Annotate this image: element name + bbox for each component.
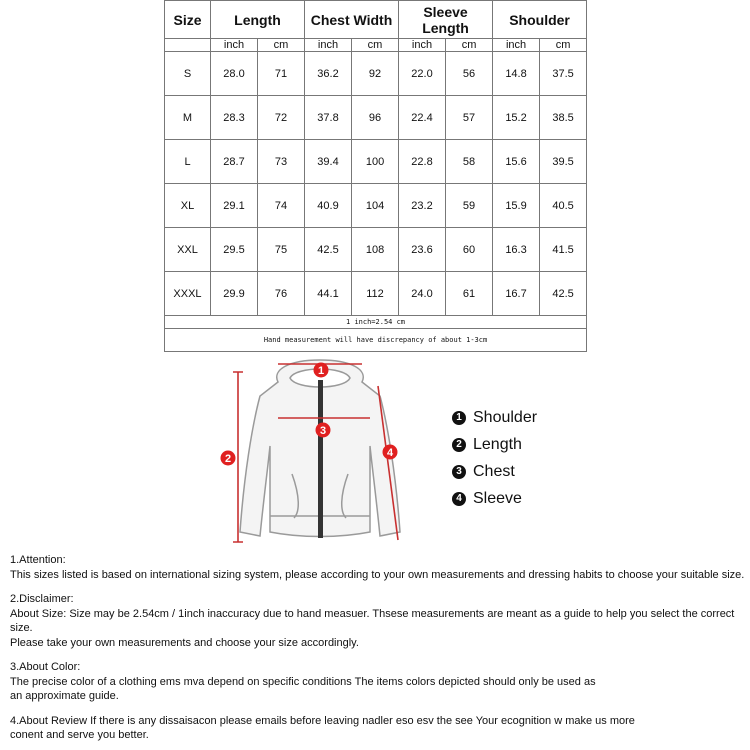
header-shoulder: Shoulder	[493, 1, 587, 39]
measurement-note: Hand measurement will have discrepancy of about 1-3cm	[165, 329, 587, 352]
size-chart-table	[164, 0, 587, 352]
legend-label: Sleeve	[473, 489, 522, 507]
note-text: This sizes listed is based on international sizing system, please according to your own measurements and dressing habits to choose your suitable size.	[10, 568, 745, 581]
unit-cell: cm	[352, 39, 399, 52]
table-cell: XXXL	[165, 272, 211, 316]
note-text-review: 4.About Review If there is any dissaisacon please emails before leaving nadler eso esv the see Your ecognition w make us more	[10, 714, 635, 727]
table-cell: 22.4	[399, 96, 446, 140]
table-cell: 61	[446, 272, 493, 316]
note-text: conent and serve you better.	[10, 729, 149, 741]
table-cell: 108	[352, 228, 399, 272]
table-cell: 29.5	[211, 228, 258, 272]
legend-item	[452, 458, 537, 485]
jacket-zipper	[318, 380, 323, 538]
measure-marker-3	[316, 423, 331, 438]
table-cell: 14.8	[493, 52, 540, 96]
legend-item	[452, 431, 537, 458]
table-cell: 15.2	[493, 96, 540, 140]
table-cell: 71	[258, 52, 305, 96]
svg-text:3: 3	[319, 425, 327, 437]
legend-number: 2	[452, 438, 466, 452]
table-cell: 57	[446, 96, 493, 140]
table-cell: 23.6	[399, 228, 446, 272]
conversion-note-row	[165, 316, 587, 329]
measurement-note-row	[165, 329, 587, 352]
table-cell: 15.9	[493, 184, 540, 228]
note-text: Please take your own measurements and choose your size accordingly.	[10, 636, 359, 649]
unit-cell: cm	[540, 39, 587, 52]
table-cell: 29.1	[211, 184, 258, 228]
table-cell: 37.5	[540, 52, 587, 96]
table-cell: 42.5	[305, 228, 352, 272]
unit-cell: inch	[493, 39, 540, 52]
table-cell: XL	[165, 184, 211, 228]
table-cell: 15.6	[493, 140, 540, 184]
unit-cell: cm	[446, 39, 493, 52]
legend-item	[452, 404, 537, 431]
table-cell: L	[165, 140, 211, 184]
measure-marker-2	[221, 451, 236, 466]
svg-text:4: 4	[386, 447, 394, 459]
legend-number: 3	[452, 465, 466, 479]
unit-cell: inch	[399, 39, 446, 52]
table-cell: 40.9	[305, 184, 352, 228]
table-row	[165, 228, 587, 272]
unit-blank	[165, 39, 211, 52]
unit-cell: cm	[258, 39, 305, 52]
table-cell: 73	[258, 140, 305, 184]
table-cell: 28.7	[211, 140, 258, 184]
svg-text:2: 2	[224, 453, 232, 465]
table-cell: M	[165, 96, 211, 140]
conversion-note: 1 inch=2.54 cm	[165, 316, 587, 329]
note-text: an approximate guide.	[10, 690, 119, 702]
table-cell: 16.7	[493, 272, 540, 316]
jacket-diagram	[220, 356, 420, 548]
table-row	[165, 140, 587, 184]
svg-text:1: 1	[317, 365, 325, 377]
table-cell: 24.0	[399, 272, 446, 316]
note-title-disclaimer: 2.Disclaimer:	[10, 593, 74, 605]
table-cell: 22.0	[399, 52, 446, 96]
notes-section	[10, 553, 745, 743]
table-cell: 104	[352, 184, 399, 228]
unit-cell: inch	[305, 39, 352, 52]
table-cell: 22.8	[399, 140, 446, 184]
table-cell: XXL	[165, 228, 211, 272]
table-cell: 39.5	[540, 140, 587, 184]
legend-label: Length	[473, 435, 522, 453]
table-cell: 40.5	[540, 184, 587, 228]
table-cell: 28.3	[211, 96, 258, 140]
table-cell: 96	[352, 96, 399, 140]
table-cell: 41.5	[540, 228, 587, 272]
table-cell: 75	[258, 228, 305, 272]
note-text: About Size: Size may be 2.54cm / 1inch inaccuracy due to hand measuer. Thsese measurements are meant as a guide to help you select the correct size.	[10, 607, 735, 634]
table-cell: 39.4	[305, 140, 352, 184]
legend-number: 4	[452, 492, 466, 506]
header-length: Length	[211, 1, 305, 39]
table-cell: 29.9	[211, 272, 258, 316]
table-cell: 56	[446, 52, 493, 96]
table-units-row	[165, 39, 587, 52]
header-chest-width: Chest Width	[305, 1, 399, 39]
table-row	[165, 52, 587, 96]
table-cell: 36.2	[305, 52, 352, 96]
table-cell: 60	[446, 228, 493, 272]
measure-marker-4	[383, 445, 398, 460]
measure-marker-1	[314, 363, 329, 378]
measurement-legend	[452, 404, 537, 512]
table-cell: 100	[352, 140, 399, 184]
unit-cell: inch	[211, 39, 258, 52]
header-size: Size	[165, 1, 211, 39]
note-title-attention: 1.Attention:	[10, 554, 66, 566]
table-cell: 42.5	[540, 272, 587, 316]
table-cell: 74	[258, 184, 305, 228]
table-cell: 28.0	[211, 52, 258, 96]
table-cell: 92	[352, 52, 399, 96]
legend-label: Shoulder	[473, 408, 538, 426]
table-header-row	[165, 1, 587, 39]
legend-item	[452, 485, 537, 512]
table-row	[165, 96, 587, 140]
jacket-illustration	[220, 356, 420, 548]
table-row	[165, 184, 587, 228]
header-sleeve-length: Sleeve Length	[399, 1, 493, 39]
table-row	[165, 272, 587, 316]
legend-number: 1	[452, 411, 466, 425]
note-text: The precise color of a clothing ems mva depend on specific conditions The items colors depicted should only be used as	[10, 675, 596, 688]
table-cell: 58	[446, 140, 493, 184]
table-cell: 16.3	[493, 228, 540, 272]
table-cell: 76	[258, 272, 305, 316]
table-cell: 23.2	[399, 184, 446, 228]
table-cell: 37.8	[305, 96, 352, 140]
legend-label: Chest	[473, 462, 515, 480]
table-cell: 38.5	[540, 96, 587, 140]
table-cell: S	[165, 52, 211, 96]
table-cell: 112	[352, 272, 399, 316]
table-cell: 59	[446, 184, 493, 228]
note-title-color: 3.About Color:	[10, 661, 81, 673]
table-cell: 72	[258, 96, 305, 140]
table-cell: 44.1	[305, 272, 352, 316]
